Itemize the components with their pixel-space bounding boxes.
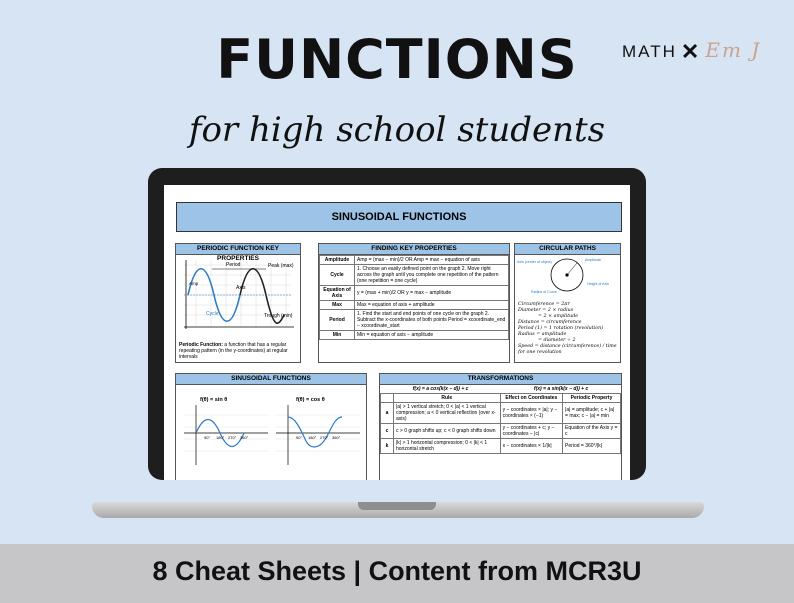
circular-panel [514, 243, 621, 363]
rule-cell: |k| > 1 horizontal compression; 0 < |k| < 1 horizontal stretch [394, 439, 501, 454]
brand-x-icon: ✕ [680, 39, 702, 64]
circular-formulas [515, 302, 620, 356]
cos-tick-label: 270° [320, 435, 329, 440]
row-key: Max [320, 301, 355, 310]
cycle-label: Cycle [206, 311, 219, 317]
period-label: Period [226, 262, 241, 268]
transformations-panel-title: TRANSFORMATIONS [380, 374, 621, 385]
effect-cell: y − coordinates × |a|; y − coordinates × (−1) [500, 403, 562, 424]
periodic-definition-term: Periodic Function: [179, 342, 223, 348]
amplitude-label: Amp [189, 281, 199, 286]
effect-cell: x − coordinates × 1/|k| [500, 439, 562, 454]
parameter-cell: c [381, 424, 394, 439]
row-value: Max = equation of axis + amplitude [355, 301, 509, 310]
sheet-title: SINUSOIDAL FUNCTIONS [176, 202, 622, 232]
brand-signature: Em J [705, 38, 762, 62]
sin-tick-label: 90° [204, 435, 211, 440]
circle-amplitude-label: Amplitude [585, 258, 601, 262]
page-subtitle: for high school students [188, 110, 606, 150]
banner-text: 8 Cheat Sheets | Content from MCR3U [152, 556, 642, 586]
table-row [320, 256, 509, 265]
circle-height-label: Height of Axis [587, 282, 609, 286]
table-row [381, 403, 621, 424]
circular-panel-title: CIRCULAR PATHS [515, 244, 620, 255]
formula: Diameter = 2 × radius [518, 308, 574, 313]
cos-equation: f(x) = a cos(k(x − d)) + c [412, 386, 469, 392]
column-header: Effect on Coordinates [500, 394, 562, 403]
table-row [320, 301, 509, 310]
sin-tick-label: 270° [228, 435, 237, 440]
parameter-cell: k [381, 439, 394, 454]
row-value: Amp = (max − min)/2 OR Amp = max − equation of axis [355, 256, 509, 265]
brand-name: MATH [622, 42, 677, 61]
laptop-hinge [358, 502, 436, 510]
sin-tick-label: 360° [240, 435, 249, 440]
formula: = diameter ÷ 2 [538, 338, 576, 343]
peak-label: Peak (max) [268, 263, 294, 269]
sinusoidal-graphs [176, 385, 366, 480]
cos-graph-label: f(θ) = cos θ [296, 397, 325, 403]
cos-tick-label: 180° [308, 435, 317, 440]
table-row [320, 310, 509, 331]
row-value: Min = equation of axis − amplitude [355, 331, 509, 340]
circle-diagram [515, 255, 620, 297]
effect-cell: y − coordinates + c; y − coordinates − |c| [500, 424, 562, 439]
circle-radius-label: Radius of Curve [531, 290, 557, 294]
cos-tick-label: 360° [332, 435, 341, 440]
row-key: Cycle [320, 265, 355, 286]
formula: = 2 × amplitude [538, 314, 579, 319]
sinusoidal-panel [175, 373, 367, 480]
row-key: Amplitude [320, 256, 355, 265]
formula: Distance = circumference [518, 320, 582, 325]
trough-label: Trough (min) [264, 313, 293, 319]
periodic-definition-text: a function that has a regular repeating pattern (in the y-coordinates) at regular intervals [179, 342, 288, 360]
finding-panel [318, 243, 510, 363]
parameter-cell: a [381, 403, 394, 424]
column-header: Rule [394, 394, 501, 403]
transformation-equations [380, 385, 621, 393]
transformations-panel [379, 373, 622, 480]
row-key: Min [320, 331, 355, 340]
sin-equation: f(x) = a sin(k(x − d)) + c [533, 386, 589, 392]
formula: Circumference = 2πr [518, 302, 570, 307]
periodic-panel-title: PERIODIC FUNCTION KEY PROPERTIES [176, 244, 300, 255]
rule-cell: c > 0 graph shifts up; c < 0 graph shifts down [394, 424, 501, 439]
formula: Period (1) = 1 rotation (revolution) [518, 326, 604, 331]
property-cell: Period = 360°/|k| [563, 439, 621, 454]
formula: Radius = amplitude [518, 332, 567, 337]
table-row [320, 265, 509, 286]
sin-tick-label: 180° [216, 435, 225, 440]
table-header-row [381, 394, 621, 403]
table-row [320, 286, 509, 301]
circle-axis-label: Axis (center of object) [517, 260, 552, 264]
row-value: 1. Choose an easily defined point on the graph 2. Move right across the graph until you complete one repetition of the pattern (one repetition = one cycle) [355, 265, 509, 286]
rule-cell: |a| > 1 vertical stretch; 0 < |a| < 1 vertical compression; a < 0 vertical reflection (over x-axis) [394, 403, 501, 424]
periodic-panel [175, 243, 301, 363]
cos-tick-label: 90° [296, 435, 303, 440]
table-row [320, 331, 509, 340]
finding-table [319, 255, 509, 340]
formula: Speed = distance (circumference) / time for one revolution [518, 344, 617, 355]
table-row [381, 424, 621, 439]
table-row [381, 439, 621, 454]
row-key: Period [320, 310, 355, 331]
finding-panel-title: FINDING KEY PROPERTIES [319, 244, 509, 255]
periodic-graph [176, 255, 300, 337]
sin-graph-label: f(θ) = sin θ [200, 397, 228, 403]
transformations-table [380, 393, 621, 454]
row-value: y = (max + min)/2 OR y = max − amplitude [355, 286, 509, 301]
column-header [381, 394, 394, 403]
axis-label: Axis [236, 285, 246, 291]
property-cell: Equation of the Axis y = c [563, 424, 621, 439]
property-cell: |a| = amplitude; c + |a| = max; c − |a| = min [563, 403, 621, 424]
laptop-screen [164, 185, 630, 480]
periodic-definition [176, 342, 300, 360]
column-header: Periodic Property [563, 394, 621, 403]
sinusoidal-panel-title: SINUSOIDAL FUNCTIONS [176, 374, 366, 385]
row-key: Equation of Axis [320, 286, 355, 301]
row-value: 1. Find the start and end points of one cycle on the graph 2. Subtract the x-coordinates of both points Period = xcoordinate_end − xcoordinate_start [355, 310, 509, 331]
page-title: FUNCTIONS [216, 28, 578, 91]
brand-logo [622, 38, 761, 65]
